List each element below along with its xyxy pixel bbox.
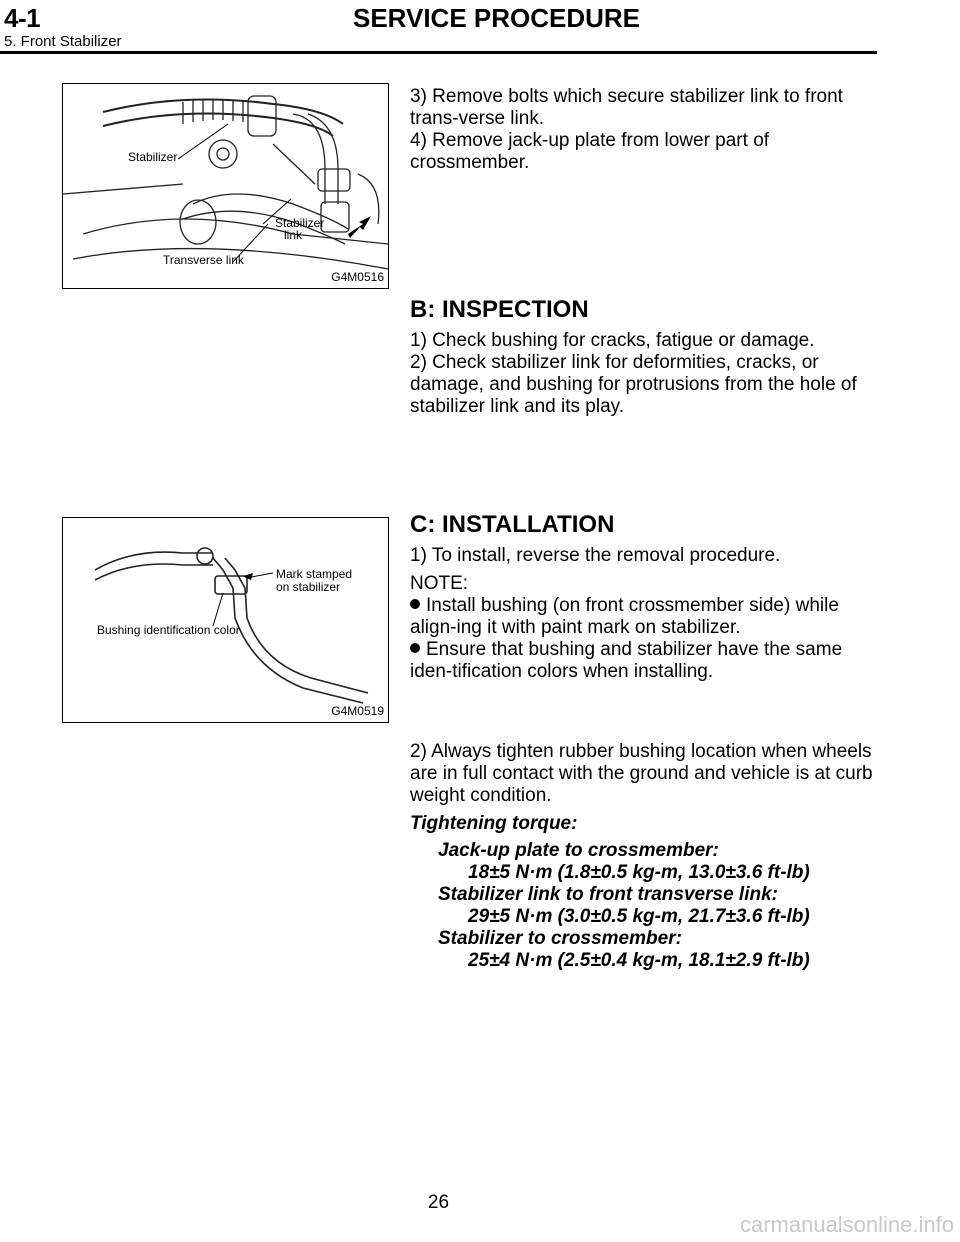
installation-step-2: 2) Always tighten rubber bushing location when wheels are in full contact with the ground and vehicle is at curb weight condition. xyxy=(410,741,873,806)
torque-value: 18±5 N·m (1.8±0.5 kg-m, 13.0±3.6 ft-lb) xyxy=(468,862,810,883)
torque-value: 29±5 N·m (3.0±0.5 kg-m, 21.7±3.6 ft-lb) xyxy=(468,906,810,927)
bullet-icon xyxy=(410,643,420,653)
torque-part: Stabilizer to crossmember: xyxy=(438,928,682,949)
installation-step-1: 1) To install, reverse the removal procedure. xyxy=(410,545,781,566)
watermark: carmanualsonline.info xyxy=(739,1212,954,1237)
torque-part: Stabilizer link to front transverse link: xyxy=(438,884,778,905)
label-stabilizer-link-1: Stabilizer xyxy=(275,216,325,230)
note-label: NOTE: xyxy=(410,573,469,594)
label-mark-stamped-2: on stabilizer xyxy=(276,580,341,594)
bushing-mark-illustration xyxy=(63,518,388,722)
inspection-heading: B: INSPECTION xyxy=(410,296,589,323)
torque-part: Jack-up plate to crossmember: xyxy=(438,840,719,861)
installation-heading: C: INSTALLATION xyxy=(410,511,615,538)
header-subtitle: 5. Front Stabilizer xyxy=(4,33,122,50)
removal-steps xyxy=(410,86,880,174)
header-rule xyxy=(0,51,877,54)
note-item: Ensure that bushing and stabilizer have the same iden-tification colors when installing. xyxy=(410,639,843,682)
figure-code: G4M0516 xyxy=(331,270,384,284)
torque-value: 25±4 N·m (2.5±0.4 kg-m, 18.1±2.9 ft-lb) xyxy=(468,950,810,971)
figure-code: G4M0519 xyxy=(331,704,384,718)
page-number: 26 xyxy=(427,1192,450,1213)
installation-body xyxy=(410,545,880,683)
removal-step-3: 3) Remove bolts which secure stabilizer link to front trans-verse link. xyxy=(410,86,843,129)
figure-bushing-mark xyxy=(62,517,389,723)
inspection-step-2: 2) Check stabilizer link for deformities, cracks, or damage, and bushing for protrusions from the hole of stabilizer link and its play. xyxy=(410,352,857,417)
label-transverse-link: Transverse link xyxy=(163,253,244,267)
label-stabilizer: Stabilizer xyxy=(128,150,178,164)
header-title: SERVICE PROCEDURE xyxy=(353,3,641,33)
torque-heading: Tightening torque: xyxy=(410,813,578,834)
inspection-step-1: 1) Check bushing for cracks, fatigue or damage. xyxy=(410,330,815,351)
bullet-icon xyxy=(410,599,420,609)
inspection-steps xyxy=(410,330,880,418)
section-number: 4-1 xyxy=(4,3,41,33)
note-item: Install bushing (on front crossmember side) while align-ing it with paint mark on stabilizer. xyxy=(410,595,839,638)
label-mark-stamped-1: Mark stamped xyxy=(276,567,353,581)
label-stabilizer-link-2: link xyxy=(284,228,303,242)
removal-step-4: 4) Remove jack-up plate from lower part of crossmember. xyxy=(410,130,770,173)
figure-stabilizer-link xyxy=(62,83,389,289)
label-bushing-color: Bushing identification color xyxy=(97,623,240,637)
